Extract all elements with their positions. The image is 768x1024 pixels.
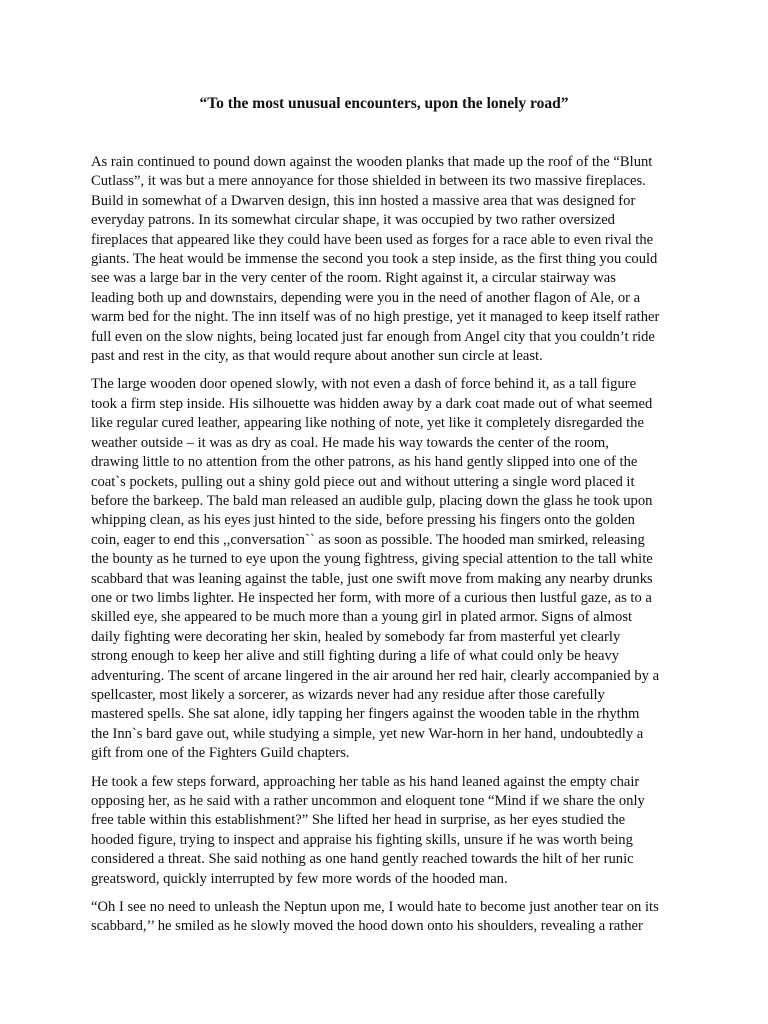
document-body xyxy=(91,153,677,946)
text-line: the bounty as he turned to eye upon the young fightress, giving special attention to the tall white xyxy=(91,551,653,568)
body-paragraph xyxy=(91,375,677,763)
text-line: skilled eye, she appeared to be much more than a young girl in plated armor. Signs of almost xyxy=(91,609,633,626)
text-line: Cutlass”, it was but a mere annoyance for those shielded in between its two massive fireplaces. xyxy=(91,173,646,190)
text-line: strong enough to keep her alive and still fighting during a life of what could only be heavy xyxy=(91,648,620,665)
text-line: warm bed for the night. The inn itself was of no high prestige, yet it managed to keep itself rather xyxy=(91,309,660,326)
text-line: free table within this establishment?” She lifted her head in surprise, as her eyes studied the xyxy=(91,812,626,829)
text-line: gift from one of the Fighters Guild chapters. xyxy=(91,745,350,762)
text-line: see was a large bar in the very center of the room. Right against it, a circular stairway was xyxy=(91,270,616,287)
text-line: before the barkeep. The bald man released an audible gulp, placing down the glass he took upon xyxy=(91,492,653,509)
text-line: adventuring. The scent of arcane lingered in the air around her red hair, clearly accompanied by a xyxy=(91,667,660,684)
text-line: mastered spells. She sat alone, idly tapping her fingers against the wooden table in the rhythm xyxy=(91,706,640,723)
text-line: fireplaces that appeared like they could have been used as forges for a race able to even rival the xyxy=(91,231,654,248)
text-line: took a firm step inside. His silhouette was hidden away by a dark coat made out of what seemed xyxy=(91,395,653,412)
text-line: considered a threat. She said nothing as one hand gently reached towards the hilt of her runic xyxy=(91,851,634,868)
text-line: daily fighting were decorating her skin, healed by somebody far from masterful yet clearly xyxy=(91,628,621,645)
text-line: past and rest in the city, as that would requre about another sun circle at least. xyxy=(91,348,543,365)
text-line: like regular cured leather, appearing like nothing of note, yet like it completely disregarded the xyxy=(91,415,644,432)
text-line: whipping clean, as his eyes just hinted to the side, before pressing his fingers onto the golden xyxy=(91,512,635,529)
text-line: scabbard,’’ he smiled as he slowly moved the hood down onto his shoulders, revealing a rather xyxy=(91,918,643,935)
text-line: giants. The heat would be immense the second you took a step inside, as the first thing you could xyxy=(91,251,658,268)
text-line: coin, eager to end this ,,conversation`` as soon as possible. The hooded man smirked, releasing xyxy=(91,531,645,548)
text-line: spellcaster, most likely a sorcerer, as wizards never had any residue after those carefully xyxy=(91,686,605,703)
body-paragraph xyxy=(91,773,677,889)
text-line: drawing little to no attention from the other patrons, as his hand gently slipped into one of the xyxy=(91,454,638,471)
document-title: “To the most unusual encounters, upon the lonely road” xyxy=(199,95,569,112)
body-paragraph xyxy=(91,898,677,937)
text-line: coat`s pockets, pulling out a shiny gold piece out and without uttering a single word placed it xyxy=(91,473,635,490)
text-line: leading both up and downstairs, depending were you in the need of another flagon of Ale, or a xyxy=(91,289,641,306)
text-line: everyday patrons. In its somewhat circular shape, it was occupied by two rather oversized xyxy=(91,212,615,229)
text-line: He took a few steps forward, approaching her table as his hand leaned against the empty chair xyxy=(91,773,640,790)
text-line: weather outside – it was as dry as coal. He made his way towards the center of the room, xyxy=(91,434,609,451)
text-line: full even on the slow nights, being located just far enough from Angel city that you couldn’t ride xyxy=(91,328,655,345)
text-line: scabbard that was leaning against the table, just one swift move from making any nearby drunks xyxy=(91,570,653,587)
text-line: the Inn`s bard gave out, while studying a simple, yet new War-horn in her hand, undoubtedly a xyxy=(91,725,644,742)
body-paragraph xyxy=(91,153,677,366)
text-line: “Oh I see no need to unleash the Neptun upon me, I would hate to become just another tear on its xyxy=(91,899,659,916)
text-line: Build in somewhat of a Dwarven design, this inn hosted a massive area that was designed for xyxy=(91,192,636,209)
text-line: hooded figure, trying to inspect and appraise his fighting skills, unsure if he was worth being xyxy=(91,831,633,848)
text-line: As rain continued to pound down against the wooden planks that made up the roof of the “Blunt xyxy=(91,154,653,170)
text-line: The large wooden door opened slowly, with not even a dash of force behind it, as a tall figure xyxy=(91,376,637,393)
text-line: one or two limbs lighter. He inspected her form, with more of a curious then lustful gaze, as to a xyxy=(91,589,652,606)
text-line: opposing her, as he said with a rather uncommon and eloquent tone “Mind if we share the only xyxy=(91,793,645,809)
text-line: greatsword, quickly interrupted by few more words of the hooded man. xyxy=(91,870,508,887)
